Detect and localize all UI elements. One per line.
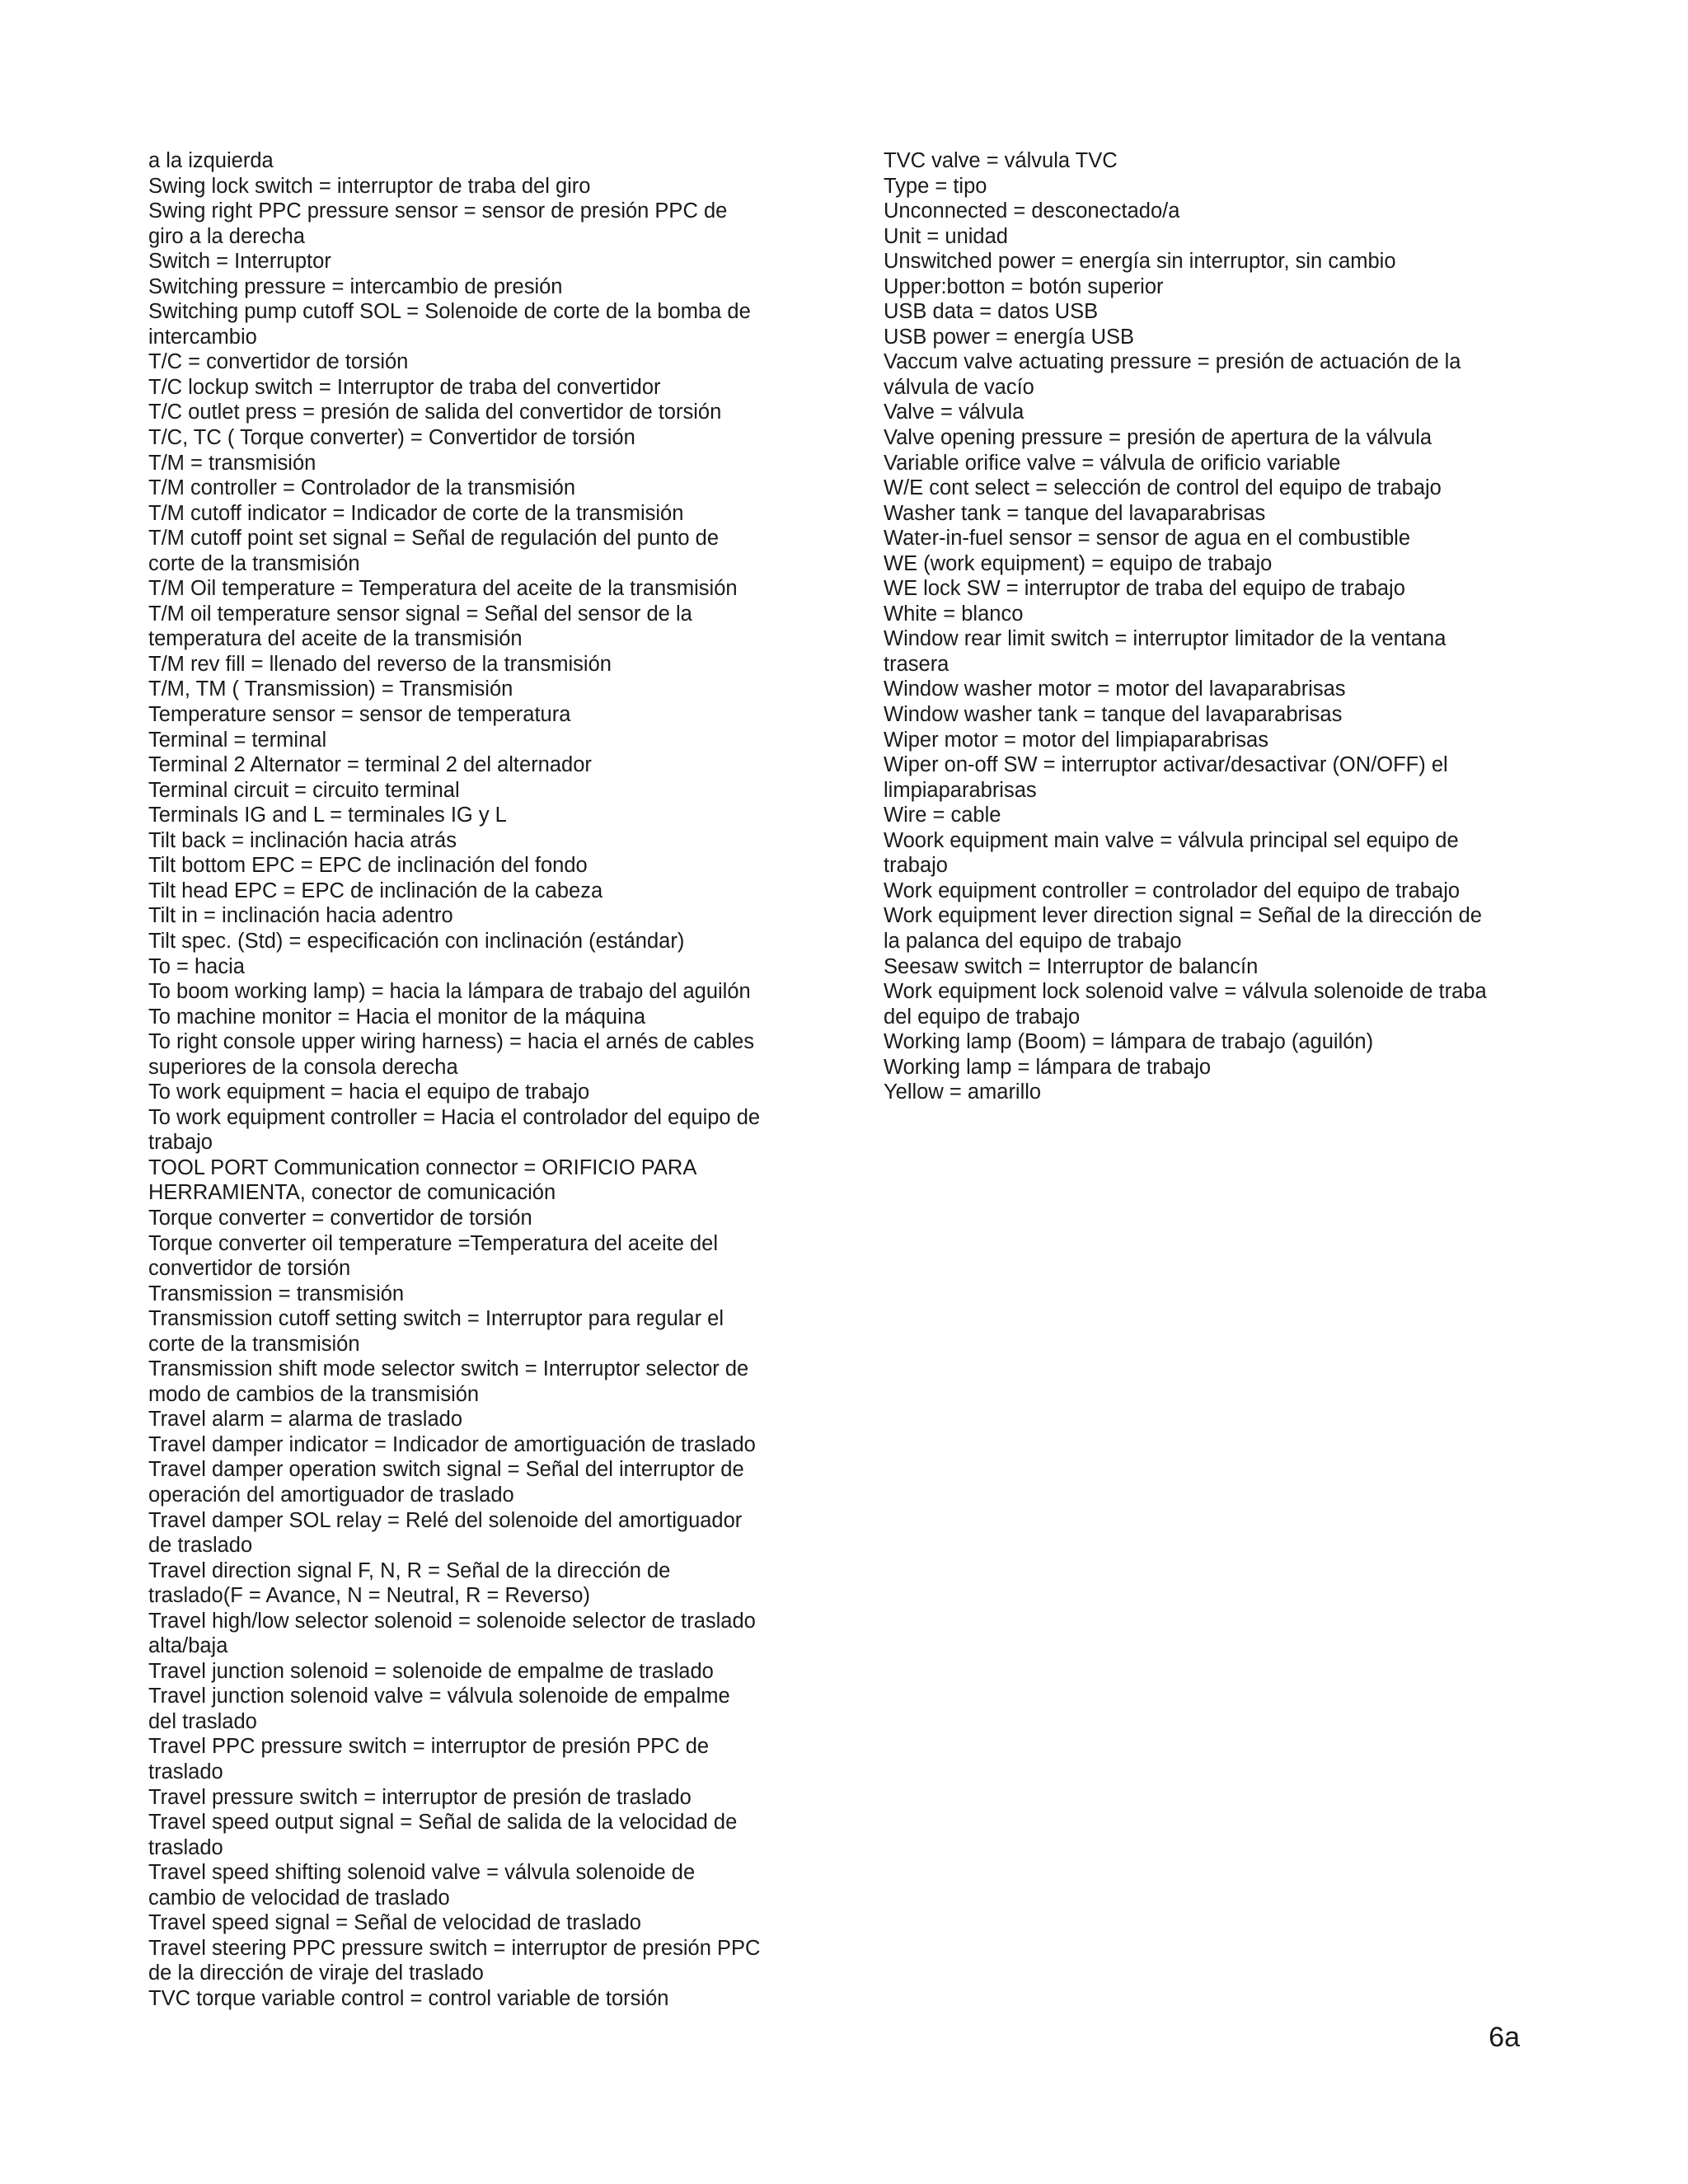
glossary-line: Swing right PPC pressure sensor = sensor de presión PPC de — [148, 199, 728, 223]
glossary-line: To right console upper wiring harness) = hacia el arnés de cables — [148, 1030, 754, 1054]
glossary-line: trasera — [884, 652, 950, 676]
glossary-line: traslado(F = Avance, N = Neutral, R = Reverso) — [148, 1584, 590, 1608]
glossary-line: WE lock SW = interruptor de traba del equipo de trabajo — [884, 577, 1405, 601]
glossary-line: giro a la derecha — [148, 224, 305, 248]
glossary-line: Transmission shift mode selector switch = Interruptor selector de — [148, 1357, 749, 1381]
glossary-line: trabajo — [884, 854, 948, 878]
glossary-line: modo de cambios de la transmisión — [148, 1382, 480, 1406]
glossary-line: Tilt in = inclinación hacia adentro — [148, 904, 453, 928]
glossary-line: Travel damper indicator = Indicador de amortiguación de traslado — [148, 1432, 756, 1456]
glossary-line: intercambio — [148, 325, 257, 349]
glossary-line: Tilt head EPC = EPC de inclinación de la cabeza — [148, 879, 603, 902]
glossary-line: Switching pressure = intercambio de presión — [148, 274, 563, 298]
glossary-line: Window rear limit switch = interruptor limitador de la ventana — [884, 627, 1447, 651]
glossary-line: Torque converter = convertidor de torsión — [148, 1206, 532, 1230]
glossary-line: Terminal circuit = circuito terminal — [148, 778, 460, 802]
glossary-line: del traslado — [148, 1709, 257, 1733]
page-number: 6a — [1489, 2022, 1520, 2053]
glossary-line: traslado — [148, 1760, 223, 1783]
glossary-line: Tilt back = inclinación hacia atrás — [148, 828, 457, 852]
glossary-line: T/M cutoff indicator = Indicador de corte de la transmisión — [148, 501, 684, 525]
glossary-line: Travel speed signal = Señal de velocidad de traslado — [148, 1911, 641, 1935]
glossary-line: Water-in-fuel sensor = sensor de agua en el combustible — [884, 527, 1411, 551]
glossary-line: Vaccum valve actuating pressure = presión de actuación de la — [884, 350, 1461, 374]
glossary-line: Valve = válvula — [884, 401, 1025, 424]
glossary-line: Travel high/low selector solenoid = solenoide selector de traslado — [148, 1609, 756, 1633]
glossary-line: Travel speed shifting solenoid valve = válvula solenoide de — [148, 1861, 696, 1885]
glossary-line: Washer tank = tanque del lavaparabrisas — [884, 501, 1266, 525]
glossary-line: convertidor de torsión — [148, 1257, 351, 1281]
glossary-line: Woork equipment main valve = válvula principal sel equipo de — [884, 828, 1459, 852]
glossary-line: corte de la transmisión — [148, 1332, 360, 1356]
glossary-line: T/M cutoff point set signal = Señal de regulación del punto de — [148, 527, 720, 551]
glossary-line: Window washer motor = motor del lavaparabrisas — [884, 677, 1346, 701]
glossary-line: Tilt spec. (Std) = especificación con inclinación (estándar) — [148, 929, 685, 953]
glossary-line: T/M = transmisión — [148, 451, 316, 475]
glossary-line: Wire = cable — [884, 804, 1001, 827]
glossary-line: T/M, TM ( Transmission) = Transmisión — [148, 677, 513, 701]
glossary-line: White = blanco — [884, 602, 1024, 626]
glossary-line: limpiaparabrisas — [884, 778, 1037, 802]
glossary-line: válvula de vacío — [884, 375, 1034, 399]
glossary-line: T/C = convertidor de torsión — [148, 350, 409, 374]
glossary-line: Travel pressure switch = interruptor de presión de traslado — [148, 1785, 692, 1809]
glossary-line: Working lamp (Boom) = lámpara de trabajo (aguilón) — [884, 1030, 1374, 1054]
glossary-line: To work equipment = hacia el equipo de trabajo — [148, 1080, 590, 1104]
glossary-line: corte de la transmisión — [148, 551, 360, 575]
glossary-line: operación del amortiguador de traslado — [148, 1483, 514, 1507]
glossary-line: To machine monitor = Hacia el monitor de la máquina — [148, 1005, 646, 1029]
glossary-line: TVC torque variable control = control variable de torsión — [148, 1986, 669, 2010]
glossary-line: Work equipment lock solenoid valve = válvula solenoide de traba — [884, 980, 1487, 1004]
glossary-line: traslado — [148, 1835, 223, 1859]
glossary-line: Unconnected = desconectado/a — [884, 199, 1180, 223]
glossary-line: Wiper motor = motor del limpiaparabrisas — [884, 728, 1268, 752]
glossary-line: TVC valve = válvula TVC — [884, 149, 1118, 172]
glossary-line: Working lamp = lámpara de trabajo — [884, 1055, 1212, 1079]
glossary-line: Travel alarm = alarma de traslado — [148, 1408, 463, 1432]
glossary-line: Terminal 2 Alternator = terminal 2 del alternador — [148, 753, 592, 777]
glossary-line: Travel steering PPC pressure switch = interruptor de presión PPC — [148, 1936, 761, 1960]
glossary-line: TOOL PORT Communication connector = ORIFICIO PARA — [148, 1155, 697, 1179]
glossary-line: T/M rev fill = llenado del reverso de la transmisión — [148, 652, 612, 676]
glossary-line: WE (work equipment) = equipo de trabajo — [884, 551, 1273, 575]
glossary-line: Switching pump cutoff SOL = Solenoide de corte de la bomba de — [148, 300, 751, 324]
glossary-line: Torque converter oil temperature =Temperatura del aceite del — [148, 1231, 719, 1255]
glossary-line: Variable orifice valve = válvula de orificio variable — [884, 451, 1341, 475]
glossary-line: Yellow = amarillo — [884, 1080, 1042, 1104]
glossary-line: del equipo de trabajo — [884, 1005, 1081, 1029]
glossary-line: superiores de la consola derecha — [148, 1055, 458, 1079]
glossary-line: Travel speed output signal = Señal de salida de la velocidad de — [148, 1811, 738, 1835]
glossary-line: Travel damper SOL relay = Relé del solenoide del amortiguador — [148, 1508, 743, 1532]
glossary-line: Valve opening pressure = presión de apertura de la válvula — [884, 426, 1432, 450]
glossary-line: T/C outlet press = presión de salida del convertidor de torsión — [148, 401, 722, 424]
glossary-line: T/C lockup switch = Interruptor de traba del convertidor — [148, 375, 661, 399]
glossary-line: la palanca del equipo de trabajo — [884, 929, 1182, 953]
glossary-line: Wiper on-off SW = interruptor activar/desactivar (ON/OFF) el — [884, 753, 1448, 777]
glossary-line: T/M oil temperature sensor signal = Señal del sensor de la — [148, 602, 692, 626]
right-column — [884, 148, 1535, 1105]
glossary-line: To work equipment controller = Hacia el controlador del equipo de — [148, 1105, 761, 1129]
glossary-line: Seesaw switch = Interruptor de balancín — [884, 954, 1259, 978]
glossary-line: T/M Oil temperature = Temperatura del aceite de la transmisión — [148, 577, 738, 601]
glossary-line: Terminals IG and L = terminales IG y L — [148, 804, 507, 827]
glossary-line: Travel PPC pressure switch = interruptor de presión PPC de — [148, 1735, 710, 1759]
glossary-line: USB data = datos USB — [884, 300, 1099, 324]
glossary-line: Work equipment controller = controlador del equipo de trabajo — [884, 879, 1461, 902]
glossary-line: Terminal = terminal — [148, 728, 327, 752]
glossary-line: cambio de velocidad de traslado — [148, 1886, 450, 1910]
glossary-line: Window washer tank = tanque del lavaparabrisas — [884, 703, 1343, 727]
glossary-line: T/C, TC ( Torque converter) = Convertidor de torsión — [148, 426, 635, 450]
glossary-line: To boom working lamp) = hacia la lámpara de trabajo del aguilón — [148, 980, 751, 1004]
glossary-line: de traslado — [148, 1534, 253, 1558]
glossary-line: Travel junction solenoid valve = válvula solenoide de empalme — [148, 1685, 730, 1708]
glossary-line: Travel direction signal F, N, R = Señal de la dirección de — [148, 1558, 671, 1582]
glossary-line: Unit = unidad — [884, 224, 1008, 248]
glossary-line: Switch = Interruptor — [148, 250, 331, 274]
glossary-line: HERRAMIENTA, conector de comunicación — [148, 1181, 556, 1205]
glossary-line: a la izquierda — [148, 149, 274, 172]
left-column — [148, 148, 799, 2011]
glossary-line: alta/baja — [148, 1634, 228, 1658]
glossary-line: Swing lock switch = interruptor de traba del giro — [148, 174, 591, 198]
glossary-line: Upper:botton = botón superior — [884, 274, 1164, 298]
glossary-line: Travel damper operation switch signal = Señal del interruptor de — [148, 1458, 744, 1482]
glossary-line: de la dirección de viraje del traslado — [148, 1961, 484, 1985]
glossary-line: trabajo — [148, 1131, 213, 1155]
glossary-line: Unswitched power = energía sin interruptor, sin cambio — [884, 250, 1396, 274]
glossary-line: temperatura del aceite de la transmisión — [148, 627, 523, 651]
glossary-line: T/M controller = Controlador de la transmisión — [148, 476, 576, 500]
glossary-line: Tilt bottom EPC = EPC de inclinación del fondo — [148, 854, 588, 878]
glossary-line: Travel junction solenoid = solenoide de empalme de traslado — [148, 1659, 714, 1683]
glossary-line: Work equipment lever direction signal = Señal de la dirección de — [884, 904, 1482, 928]
glossary-line: Temperature sensor = sensor de temperatura — [148, 703, 571, 727]
glossary-line: USB power = energía USB — [884, 325, 1135, 349]
glossary-line: Transmission = transmisión — [148, 1282, 405, 1305]
glossary-line: Type = tipo — [884, 174, 987, 198]
glossary-line: W/E cont select = selección de control del equipo de trabajo — [884, 476, 1442, 500]
glossary-line: To = hacia — [148, 954, 245, 978]
glossary-line: Transmission cutoff setting switch = Interruptor para regular el — [148, 1307, 724, 1331]
